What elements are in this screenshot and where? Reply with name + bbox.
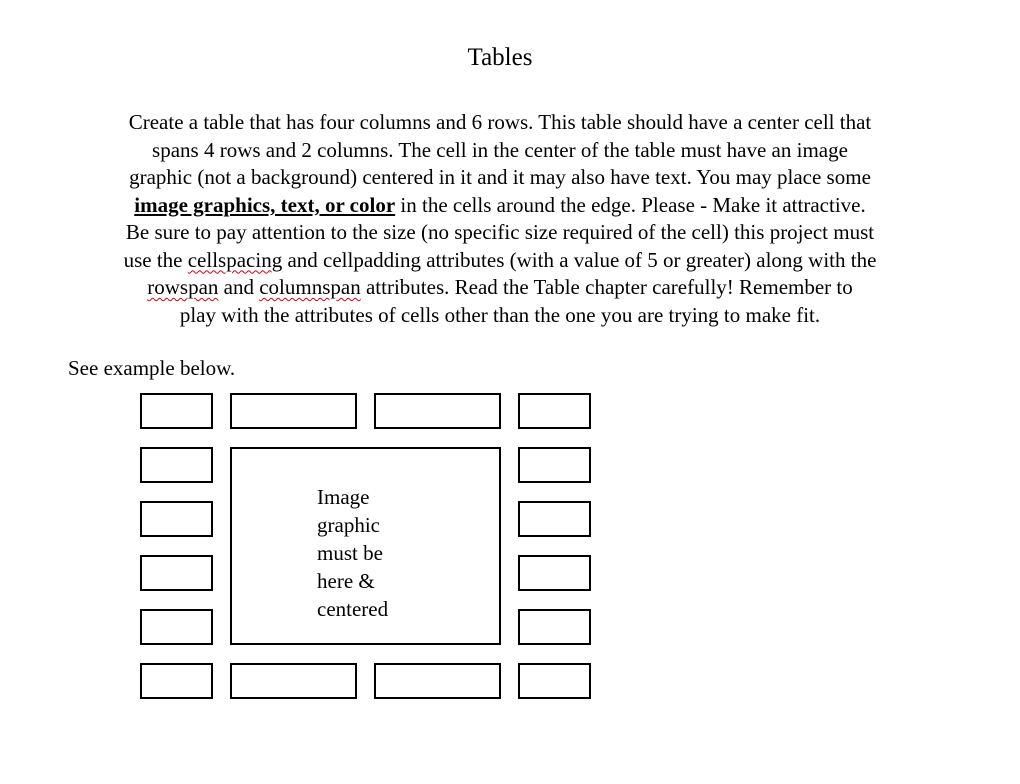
table-cell (518, 609, 591, 645)
instructions-line-8: play with the attributes of cells other than the one you are trying to make fit. (179, 302, 821, 327)
emphasis-text: image graphics, text, or color (134, 192, 396, 217)
spellcheck-word-rowspan: rowspan (147, 275, 219, 299)
instructions-line-5: Be sure to pay attention to the size (no specific size required of the cell) this project must (125, 220, 875, 244)
instructions-line-3: graphic (not a background) centered in it and it may also have text. You may place some (129, 165, 871, 189)
table-cell (518, 663, 591, 699)
table-cell (518, 393, 591, 429)
instructions-line-1: Create a table that has four columns and 6 rows. This table should have a center cell that (128, 110, 872, 134)
table-cell (140, 609, 213, 645)
center-cell-line: centered (317, 597, 389, 621)
spellcheck-word-columnspan: columnspan (259, 275, 361, 299)
center-cell-line: graphic (317, 513, 380, 537)
example-caption: See example below. (68, 356, 236, 380)
center-spanning-cell (230, 447, 501, 645)
center-cell-line: Image (317, 485, 370, 509)
table-cell (140, 555, 213, 591)
table-cell (140, 663, 213, 699)
table-cell (374, 663, 501, 699)
table-cell (518, 555, 591, 591)
instructions-line-4-rest: in the cells around the edge. Please - Make it attractive. (395, 192, 866, 217)
instructions-line-4 (60, 192, 940, 220)
page-title: Tables (467, 44, 533, 71)
instructions-line-2: spans 4 rows and 2 columns. The cell in the center of the table must have an image (152, 137, 848, 162)
center-cell-line: here & (317, 569, 375, 593)
text-segment: attributes. Read the Table chapter carefully! Remember to (360, 275, 853, 299)
table-cell (140, 447, 213, 483)
table-cell (230, 663, 357, 699)
instructions-line-6 (60, 247, 940, 275)
center-cell-text (317, 483, 388, 623)
instructions-paragraph (60, 109, 940, 329)
table-cell (518, 447, 591, 483)
center-cell-line: must be (317, 541, 383, 565)
instructions-line-7 (60, 274, 940, 302)
table-cell (230, 393, 357, 429)
text-segment: use the (123, 247, 188, 272)
table-cell (140, 393, 213, 429)
table-cell (140, 501, 213, 537)
text-segment: and cellpadding attributes (with a value of 5 or greater) along with the (282, 247, 877, 272)
text-segment: and (218, 275, 260, 299)
table-cell (374, 393, 501, 429)
spellcheck-word-cellspacing: cellspacing (187, 247, 283, 272)
table-cell (518, 501, 591, 537)
